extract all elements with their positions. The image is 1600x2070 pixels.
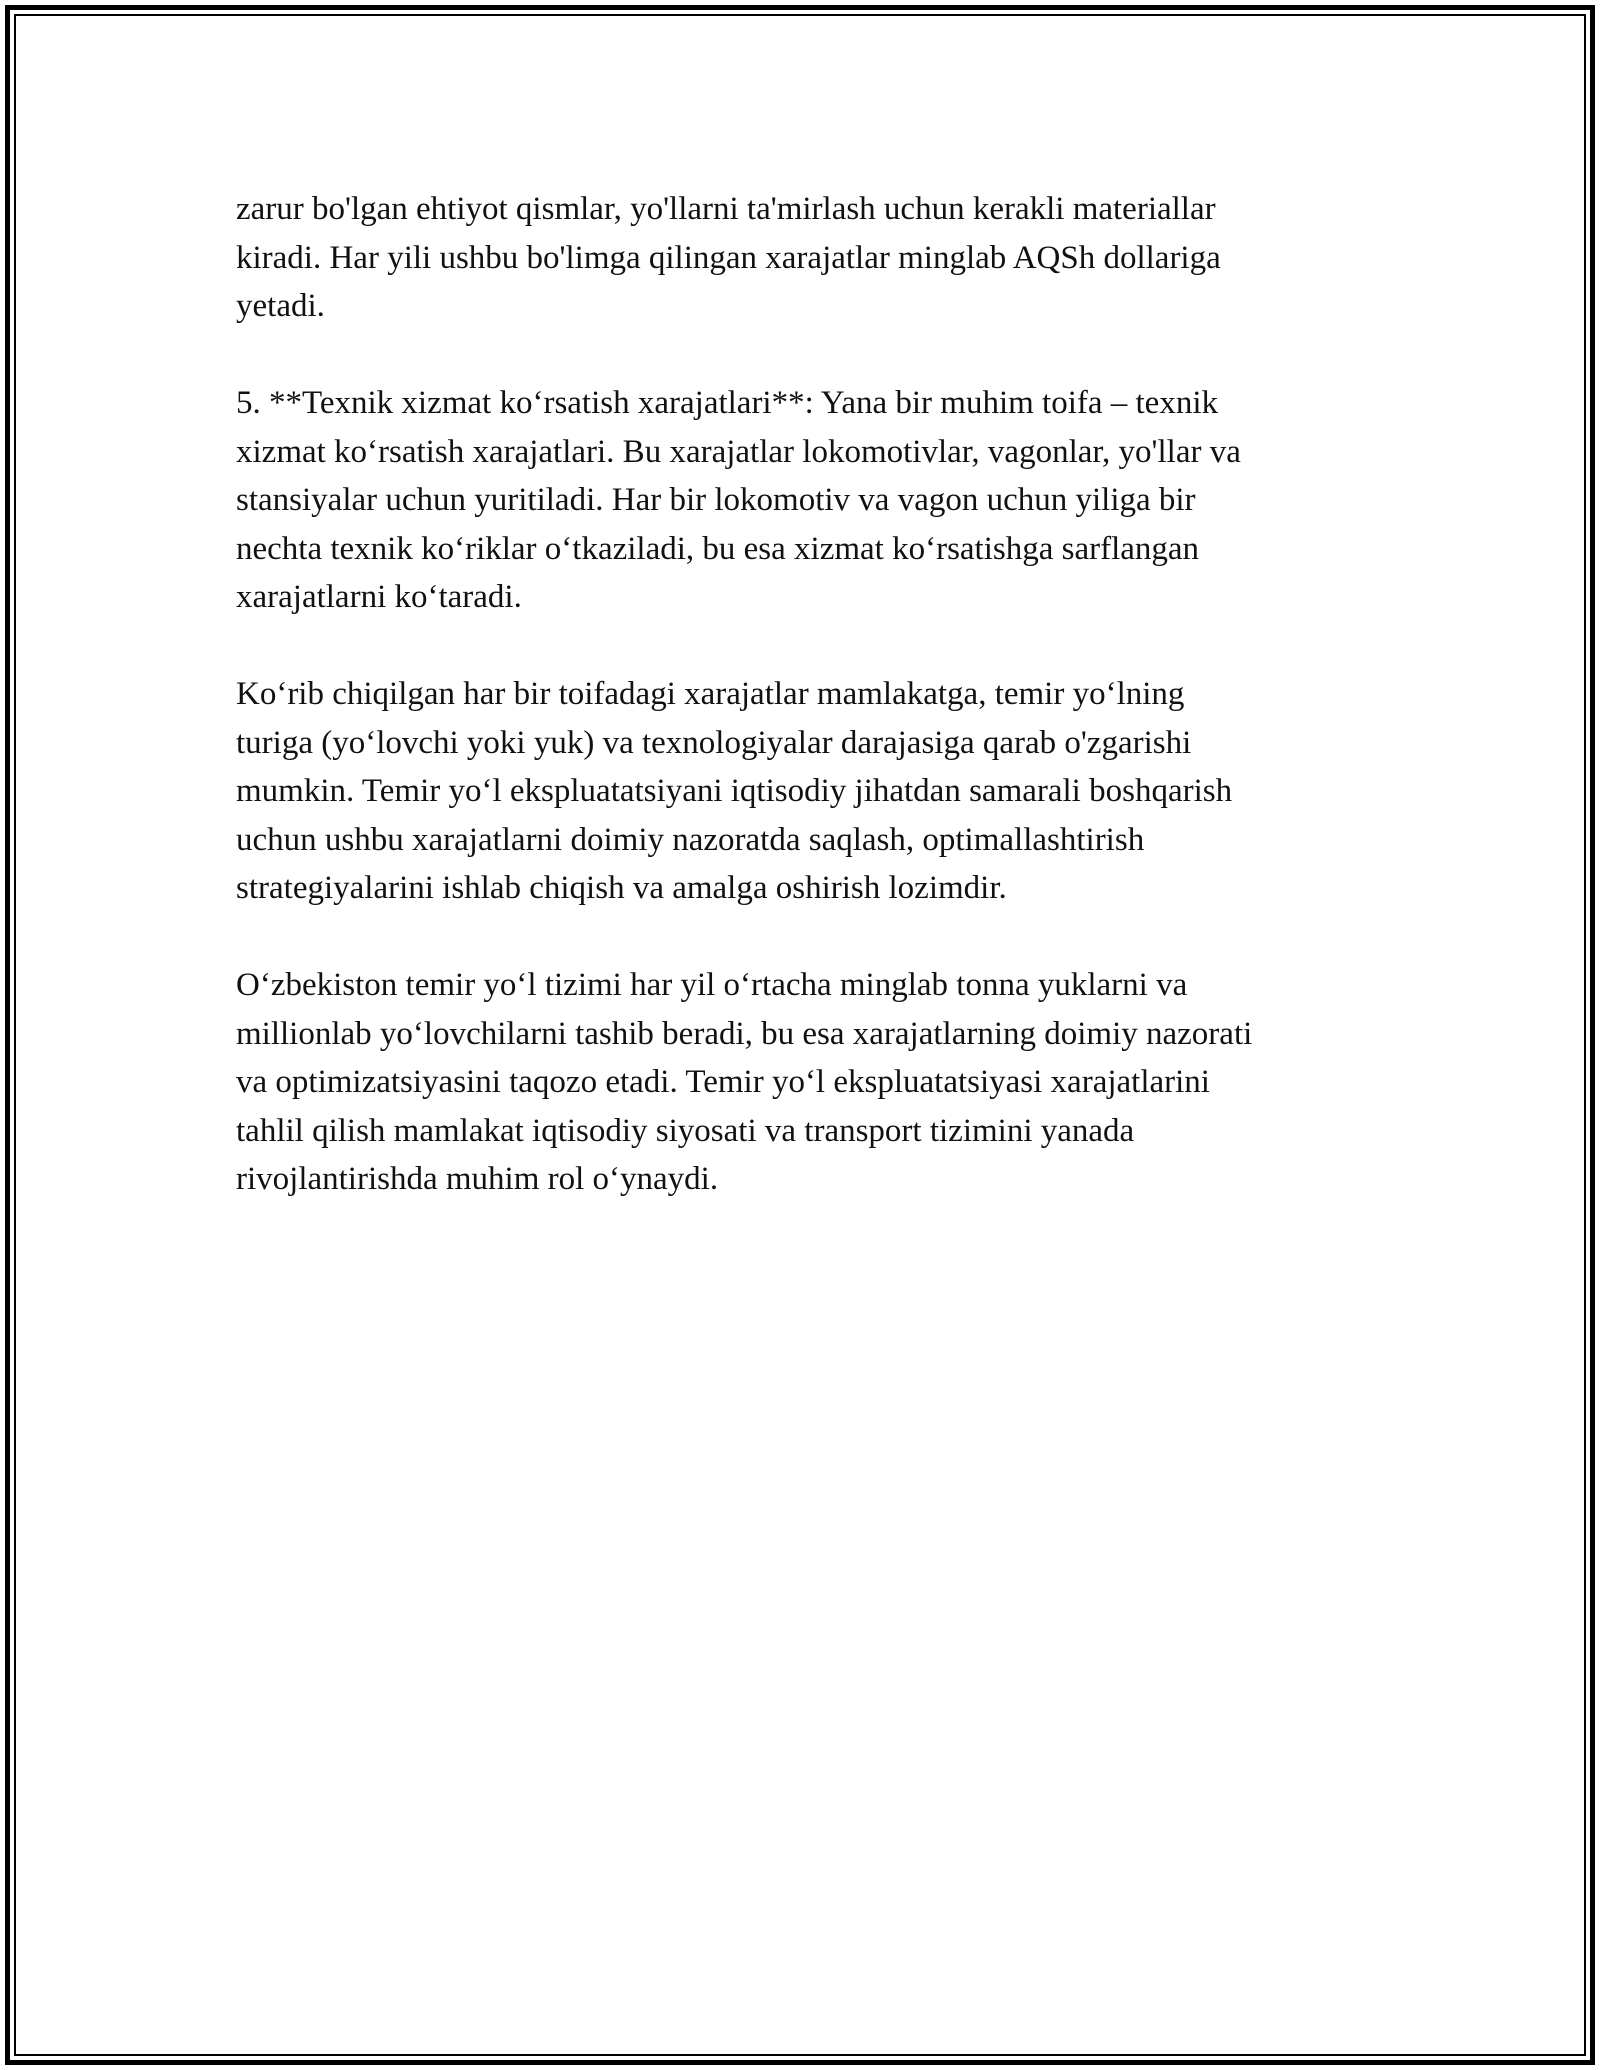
paragraph-maintenance-costs bbox=[236, 379, 1376, 622]
text-line: xarajatlarni koʻtaradi. bbox=[236, 579, 522, 615]
text-line: stansiyalar uchun yuritiladi. Har bir lokomotiv va vagon uchun yiliga bir bbox=[236, 482, 1196, 518]
text-line: xizmat koʻrsatish xarajatlari. Bu xarajatlar lokomotivlar, vagonlar, yo'llar va bbox=[236, 433, 1241, 470]
paragraph-spare-parts bbox=[236, 185, 1376, 331]
document-body bbox=[236, 185, 1376, 1252]
text-line: rivojlantirishda muhim rol oʻynaydi. bbox=[236, 1161, 719, 1197]
text-line: uchun ushbu xarajatlarni doimiy nazoratda saqlash, optimallashtirish bbox=[236, 821, 1145, 858]
text-line: va optimizatsiyasini taqozo etadi. Temir yoʻl ekspluatatsiyasi xarajatlarini bbox=[236, 1064, 1210, 1100]
text-line: mumkin. Temir yoʻl ekspluatatsiyani iqtisodiy jihatdan samarali boshqarish bbox=[236, 773, 1233, 809]
paragraph-cost-variation bbox=[236, 670, 1376, 913]
text-line: strategiyalarini ishlab chiqish va amalga oshirish lozimdir. bbox=[236, 870, 1007, 906]
text-line: Oʻzbekiston temir yoʻl tizimi har yil oʻrtacha minglab tonna yuklarni va bbox=[236, 967, 1188, 1003]
text-line: turiga (yoʻlovchi yoki yuk) va texnologiyalar darajasiga qarab o'zgarishi bbox=[236, 724, 1192, 761]
text-line: millionlab yoʻlovchilarni tashib beradi, bu esa xarajatlarning doimiy nazorati bbox=[236, 1015, 1253, 1052]
paragraph-uzbekistan-railways bbox=[236, 961, 1376, 1204]
text-line: 5. **Texnik xizmat koʻrsatish xarajatlari**: Yana bir muhim toifa – texnik bbox=[236, 385, 1218, 421]
text-line: Koʻrib chiqilgan har bir toifadagi xarajatlar mamlakatga, temir yoʻlning bbox=[236, 676, 1185, 712]
text-line: nechta texnik koʻriklar oʻtkaziladi, bu esa xizmat koʻrsatishga sarflangan bbox=[236, 530, 1200, 567]
text-line: zarur bo'lgan ehtiyot qismlar, yo'llarni ta'mirlash uchun kerakli materiallar bbox=[236, 191, 1216, 227]
text-line: yetadi. bbox=[236, 288, 325, 324]
text-line: tahlil qilish mamlakat iqtisodiy siyosati va transport tizimini yanada bbox=[236, 1112, 1135, 1149]
text-line: kiradi. Har yili ushbu bo'limga qilingan xarajatlar minglab AQSh dollariga bbox=[236, 239, 1221, 276]
